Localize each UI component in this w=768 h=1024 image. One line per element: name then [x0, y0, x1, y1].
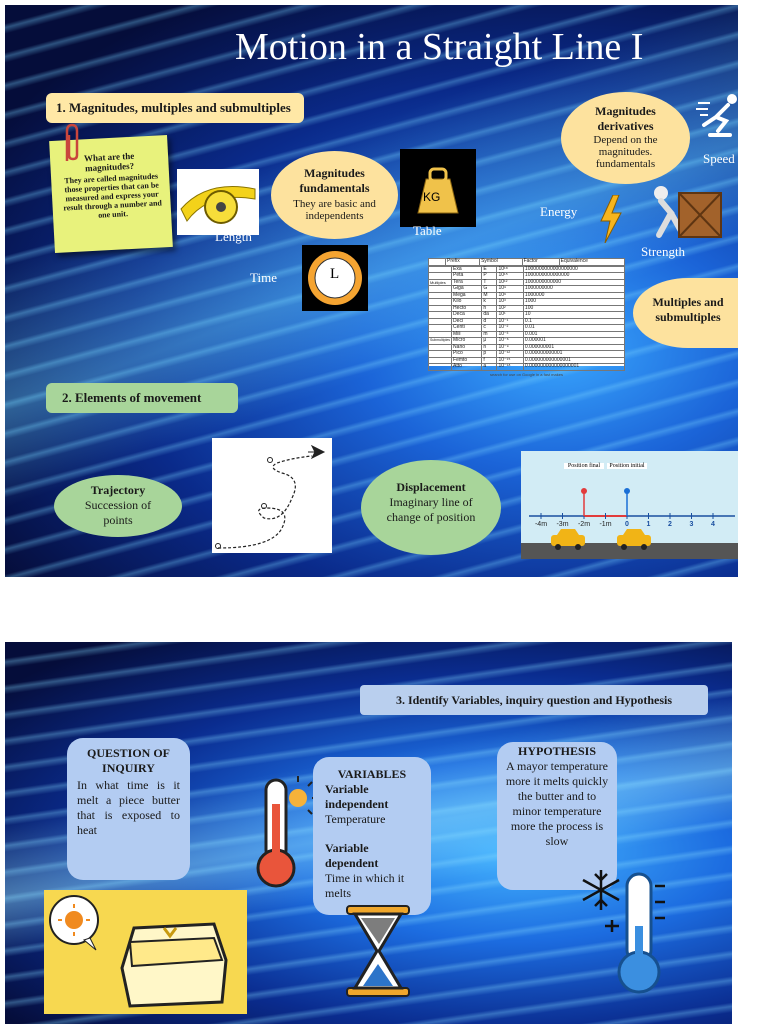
prefix-table-cell: 10⁻⁹: [497, 344, 523, 351]
table-side-cell: Submultiples: [430, 338, 451, 342]
prefix-table-cell: 1000000000: [523, 286, 624, 293]
prefix-table-cell: 0.000001: [523, 338, 624, 345]
prefix-table-cell: Deca: [452, 312, 482, 319]
table-side-cell: Multiples: [429, 279, 452, 286]
prefix-table-cell: 1000000000000000000: [523, 266, 624, 273]
trajectory-path-image: [212, 438, 332, 553]
displacement-bubble: [361, 460, 501, 555]
prefix-table-cell: 10¹²: [497, 279, 523, 286]
prefix-table-cell: Nano: [452, 344, 482, 351]
prefix-table-cell: P: [482, 273, 497, 280]
variable-independent-text: Temperature: [325, 812, 386, 826]
prefix-table-cell: 10⁻¹⁵: [497, 357, 523, 364]
prefix-table-cell: f: [482, 357, 497, 364]
table-header-cell: Equivalence: [559, 259, 624, 266]
prefix-table: [428, 258, 625, 377]
number-line-tick-label: 3: [689, 521, 694, 528]
prefix-table-cell: Kilo: [452, 299, 482, 306]
derivatives-bubble: [561, 92, 690, 184]
multiples-bubble: Multiples and submultiples: [633, 278, 738, 348]
table-side-cell: [429, 364, 452, 371]
prefix-table-cell: 10⁶: [497, 292, 523, 299]
prefix-table-cell: Mili: [452, 331, 482, 338]
kg-weight-icon: [400, 149, 476, 227]
melting-butter-image: [44, 890, 247, 1014]
prefix-table-header: [429, 259, 625, 266]
hourglass-icon: [343, 904, 413, 999]
prefix-table-cell: Pico: [452, 351, 482, 358]
prefix-table-row: [429, 364, 625, 371]
table-side-cell: [429, 259, 446, 266]
position-final-label: Position final: [564, 463, 604, 469]
prefix-table-cell: Micro: [452, 338, 482, 345]
prefix-table-cell: 1000: [523, 299, 624, 306]
prefix-table-cell: Atto: [452, 364, 482, 371]
pushing-box-icon: [645, 183, 725, 241]
prefix-table-cell: μ: [482, 338, 497, 345]
note-question: What are the magnitudes?: [83, 150, 135, 174]
section-2-heading: 2. Elements of movement: [46, 383, 238, 413]
variable-independent-title: Variable independent: [325, 782, 389, 811]
prefix-table-cell: c: [482, 325, 497, 332]
fundamentals-text: They are basic and independents: [293, 198, 376, 222]
snowflake-icon: [583, 870, 619, 910]
energy-label: Energy: [540, 204, 578, 219]
prefix-table-cell: a: [482, 364, 497, 371]
number-line-tick-label: -2m: [577, 521, 591, 528]
measuring-tape-icon: [177, 169, 259, 235]
prefix-table-cell: Femto: [452, 357, 482, 364]
prefix-table-cell: 10¹⁸: [497, 266, 523, 273]
prefix-table-cell: M: [482, 292, 497, 299]
prefix-table-cell: 10⁻¹⁸: [497, 364, 523, 371]
prefix-table-cell: 0.000000000000001: [523, 357, 624, 364]
question-text: In what time is it melt a piece butter that is exposed to heat: [77, 778, 180, 837]
prefix-table-cell: 10⁻⁶: [497, 338, 523, 345]
prefix-table-cell: 10⁹: [497, 286, 523, 293]
prefix-table-cell: 0.000000001: [523, 344, 624, 351]
clock-letter: L: [330, 266, 340, 282]
displacement-text: Imaginary line of change of position: [386, 495, 476, 524]
hypothesis-text: A mayor temperature more it melts quickly the butter and to minor temperature more the process is slow: [505, 759, 609, 848]
prefix-table-cell: d: [482, 318, 497, 325]
section-1-heading: 1. Magnitudes, multiples and submultiples: [46, 93, 304, 123]
table-header-cell: Prefix: [446, 259, 480, 266]
slide-variables-hypothesis: [5, 642, 732, 1024]
prefix-table-cell: Hecto: [452, 305, 482, 312]
prefix-table-cell: n: [482, 344, 497, 351]
displacement-title: Displacement: [396, 480, 466, 494]
number-line-tick-label: 0: [625, 521, 629, 528]
prefix-table-cell: 10¹⁵: [497, 273, 523, 280]
thermometer-hot-icon: [252, 774, 318, 890]
prefix-table-cell: 10⁻³: [497, 331, 523, 338]
speed-label: Speed: [703, 151, 735, 166]
position-initial-label: Position initial: [607, 463, 647, 469]
prefix-table-cell: 0.000000000001: [523, 351, 624, 358]
derivatives-title: Magnitudes derivatives: [595, 104, 656, 133]
trajectory-bubble: [54, 475, 182, 537]
prefix-table-cell: m: [482, 331, 497, 338]
prefix-table-cell: 100: [523, 305, 624, 312]
slide-title: Motion in a Straight Line I: [235, 26, 644, 68]
prefix-table-cell: 0.01: [523, 325, 624, 332]
prefix-table-cell: 10²: [497, 305, 523, 312]
prefix-table-cell: 1000000000000000: [523, 273, 624, 280]
fundamentals-bubble: [271, 151, 398, 239]
prefix-table-cell: 10³: [497, 299, 523, 306]
prefix-table-cell: Deci: [452, 318, 482, 325]
trajectory-title: Trajectory: [90, 483, 146, 497]
prefix-table-cell: h: [482, 305, 497, 312]
prefix-table-cell: Peta: [452, 273, 482, 280]
strength-label: Strength: [641, 244, 686, 259]
hypothesis-title: HYPOTHESIS: [517, 744, 597, 758]
number-line-tick-label: 1: [646, 521, 651, 528]
variables-title: VARIABLES: [337, 767, 407, 781]
slide-motion-straight-line: [5, 5, 738, 577]
prefix-table-cell: Mega: [452, 292, 482, 299]
prefix-table-cell: 10: [523, 312, 624, 319]
number-line-tick-label: -1m: [599, 521, 612, 528]
question-title: QUESTION OF INQUIRY: [86, 746, 170, 775]
prefix-table-cell: 0.001: [523, 331, 624, 338]
thermometer-cold-icon: [575, 866, 679, 996]
length-label: Length: [215, 229, 252, 244]
number-line-tick-label: 2: [668, 521, 672, 528]
prefix-table-cell: 1000000: [523, 292, 624, 299]
number-line-tick-label: -3m: [556, 521, 569, 528]
prefix-table-cell: 10¹: [497, 312, 523, 319]
prefix-table-cell: k: [482, 299, 497, 306]
derivatives-text: Depend on the magnitudes. fundamentals: [593, 134, 658, 170]
paperclip-icon: [61, 123, 81, 165]
prefix-table-cell: G: [482, 286, 497, 293]
number-line-tick-label: -4m: [534, 521, 548, 528]
lightning-icon: [599, 195, 623, 243]
question-bubble: [67, 738, 190, 880]
prefix-table-cell: 10⁻²: [497, 325, 523, 332]
prefix-table-cell: Centi: [452, 325, 482, 332]
prefix-table-cell: 10⁻¹: [497, 318, 523, 325]
fundamentals-title: Magnitudes fundamentals: [299, 166, 370, 195]
prefix-table-cell: 0.000000000000000001: [523, 364, 624, 371]
prefix-table-cell: Exa: [452, 266, 482, 273]
prefix-table-cell: T: [482, 279, 497, 286]
note-answer: They are called magnitudes those properties that can be measured and express your result through a number and one unit.: [63, 171, 163, 220]
number-line-figure: [521, 451, 738, 559]
kg-text: KG: [423, 190, 441, 204]
number-line-tick-label: 4: [711, 521, 715, 528]
section-3-heading: 3. Identify Variables, inquiry question and Hypothesis: [360, 685, 708, 715]
prefix-table-cell: Tera: [452, 279, 482, 286]
trajectory-text: Succession of points: [84, 498, 152, 527]
variables-bubble: [313, 757, 431, 915]
prefix-table-cell: p: [482, 351, 497, 358]
prefix-table-cell: Giga: [452, 286, 482, 293]
table-header-cell: Symbol: [480, 259, 523, 266]
prefix-table-cell: 10⁻¹²: [497, 351, 523, 358]
table-label: Table: [413, 223, 442, 238]
prefix-table-cell: da: [482, 312, 497, 319]
skater-icon: [696, 91, 738, 139]
table-caption: search for use on Google in a fast makes: [490, 371, 563, 377]
time-label: Time: [250, 270, 277, 285]
variable-dependent-title: Variable dependent: [325, 841, 379, 870]
prefix-table-cell: 1000000000000: [523, 279, 624, 286]
prefix-table-cell: 0.1: [523, 318, 624, 325]
table-header-cell: Factor: [522, 259, 559, 266]
prefix-table-cell: E: [482, 266, 497, 273]
variable-dependent-text: Time in which it melts: [325, 871, 405, 900]
